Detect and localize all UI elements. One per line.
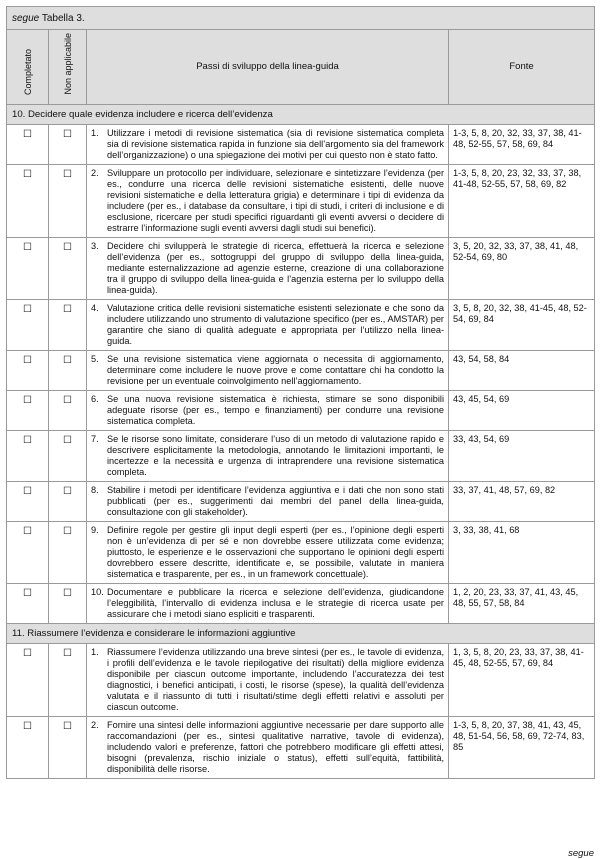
step-number: 1. (91, 646, 99, 657)
section-header-row (7, 104, 595, 124)
sources-cell: 33, 43, 54, 69 (449, 430, 595, 481)
not-applicable-checkbox[interactable]: ☐ (49, 643, 87, 716)
table-header-row (7, 30, 595, 105)
step-cell (87, 350, 449, 390)
sources-cell: 1-3, 5, 8, 20, 37, 38, 41, 43, 45, 48, 51-54, 56, 58, 69, 72-74, 83, 85 (449, 716, 595, 778)
step-number: 10. (91, 586, 104, 597)
sources-cell: 3, 5, 20, 32, 33, 37, 38, 41, 48, 52-54, 69, 80 (449, 237, 595, 299)
not-applicable-checkbox[interactable]: ☐ (49, 390, 87, 430)
step-number: 6. (91, 393, 99, 404)
not-applicable-checkbox[interactable]: ☐ (49, 521, 87, 583)
section-title: 11. Riassumere l’evidenza e considerare le informazioni aggiuntive (7, 623, 595, 643)
table-row (7, 237, 595, 299)
table-row (7, 716, 595, 778)
caption-title: Tabella 3. (41, 13, 85, 24)
step-cell (87, 299, 449, 350)
completed-checkbox[interactable]: ☐ (7, 430, 49, 481)
document-page (6, 6, 594, 859)
guideline-checklist-table (6, 6, 595, 779)
step-text: Fornire una sintesi delle informazioni aggiuntive necessarie per dare supporto alle raccomandazioni (per es., sintesi qualitative narrative, tavole di evidenza), includendo valori e preferenze, fattori che potrebbero modificare gli effetti attesi, bisogni (prevalenza, rischio iniziale o status), effetti sull’equità, fattibilità, disponibilità delle risorse. (107, 719, 444, 774)
completed-checkbox[interactable]: ☐ (7, 350, 49, 390)
step-text: Stabilire i metodi per identificare l’evidenza aggiuntiva e i dati che non sono stati pubblicati (per es., suggerimenti dai membri del panel della linea-guida, consultazione con gli stakeholder). (107, 484, 444, 517)
sources-cell: 43, 45, 54, 69 (449, 390, 595, 430)
sources-cell: 43, 54, 58, 84 (449, 350, 595, 390)
step-cell (87, 481, 449, 521)
completed-checkbox[interactable]: ☐ (7, 299, 49, 350)
step-number: 2. (91, 167, 99, 178)
step-number: 9. (91, 524, 99, 535)
sources-cell: 1-3, 5, 8, 20, 23, 32, 33, 37, 38, 41-48, 52-55, 57, 58, 69, 82 (449, 164, 595, 237)
step-cell (87, 237, 449, 299)
not-applicable-checkbox[interactable]: ☐ (49, 164, 87, 237)
continuation-footer: segue (568, 848, 594, 859)
completed-checkbox[interactable]: ☐ (7, 643, 49, 716)
step-number: 5. (91, 353, 99, 364)
step-text: Decidere chi svilupperà le strategie di ricerca, effettuerà la ricerca e selezione dell’evidenza (per es., sottogruppi del gruppo di sviluppo della linea-guida, mediante esternalizzazione ad agenzie esterne, creazione di una collaborazione tra il gruppo di sviluppo della linea-guida e l’agenzia esterna per lo sviluppo della linea-guida). (107, 240, 444, 295)
step-number: 3. (91, 240, 99, 251)
step-text: Sviluppare un protocollo per individuare, selezionare e sintetizzare l’evidenza (per es., condurre una ricerca delle revisioni sistematiche esistenti, delle nuove revisioni sistematiche e della letteratura grigia) e determinare i tipi di evidenza da includere (per es., i database da consultare, i tipi di studi, i criteri di inclusione e di esclusione, ricercare per studi specifici riguardanti gli eventi avversi o decidere di estrarre l’informazione sugli eventi avversi dagli studi sui benefici). (107, 167, 444, 233)
step-cell (87, 643, 449, 716)
sources-cell: 3, 5, 8, 20, 32, 38, 41-45, 48, 52-54, 69, 84 (449, 299, 595, 350)
step-cell (87, 521, 449, 583)
section-header-row (7, 623, 595, 643)
step-text: Definire regole per gestire gli input degli esperti (per es., l’opinione degli esperti non è un’evidenza di per sé e non dovrebbe essere utilizzata come evidenza; piuttosto, le esperienze e le osservazioni che supportano le opinioni degli esperti dovrebbero essere descritte, identificate e, se possibile, valutate in maniera sistematica e trasparente, per es., in un framework concettuale). (107, 524, 444, 579)
completed-checkbox[interactable]: ☐ (7, 481, 49, 521)
step-number: 7. (91, 433, 99, 444)
table-row (7, 481, 595, 521)
step-number: 2. (91, 719, 99, 730)
not-applicable-checkbox[interactable]: ☐ (49, 237, 87, 299)
table-row (7, 390, 595, 430)
step-cell (87, 430, 449, 481)
step-cell (87, 124, 449, 164)
step-cell (87, 583, 449, 623)
table-row (7, 583, 595, 623)
table-row (7, 430, 595, 481)
not-applicable-checkbox[interactable]: ☐ (49, 481, 87, 521)
step-text: Riassumere l’evidenza utilizzando una breve sintesi (per es., le tavole di evidenza, i profili dell’evidenza e le tavole riepilogative dei risultati) della migliore evidenza disponibile per ciascun outcome importante, includendo l’accuratezza dei test diagnostici, i benefici anticipati, i costi, le risorse (spese), la qualità dell’evidenza valutata e il riassunto di tutti i risultati/stime degli effetti relativi e assoluti per ciascun outcome. (107, 646, 444, 712)
section-title: 10. Decidere quale evidenza includere e ricerca dell’evidenza (7, 104, 595, 124)
table-row (7, 643, 595, 716)
completed-checkbox[interactable]: ☐ (7, 164, 49, 237)
completed-checkbox[interactable]: ☐ (7, 237, 49, 299)
step-cell (87, 716, 449, 778)
sources-cell: 33, 37, 41, 48, 57, 69, 82 (449, 481, 595, 521)
step-text: Se una revisione sistematica viene aggiornata o necessita di aggiornamento, determinare come includere le nuove prove e come contattare chi ha condotto la revisione per un eventuale coinvolgimento nell’aggiornamento. (107, 353, 444, 386)
table-row (7, 124, 595, 164)
not-applicable-checkbox[interactable]: ☐ (49, 430, 87, 481)
not-applicable-checkbox[interactable]: ☐ (49, 583, 87, 623)
table-caption-row (7, 7, 595, 30)
step-cell (87, 390, 449, 430)
header-not-applicable: Non applicabile (49, 30, 87, 105)
caption-prefix: segue (12, 13, 40, 24)
step-text: Valutazione critica delle revisioni sistematiche esistenti selezionate e che sono da includere utilizzando uno strumento di valutazione specifico (per es., AMSTAR) per garantire che siano di qualità adeguate e appropriata per l’utilizzo nella linea-guida. (107, 302, 444, 346)
header-steps: Passi di sviluppo della linea-guida (87, 30, 449, 105)
completed-checkbox[interactable]: ☐ (7, 124, 49, 164)
completed-checkbox[interactable]: ☐ (7, 716, 49, 778)
header-completed: Completato (7, 30, 49, 105)
not-applicable-checkbox[interactable]: ☐ (49, 350, 87, 390)
completed-checkbox[interactable]: ☐ (7, 521, 49, 583)
step-cell (87, 164, 449, 237)
completed-checkbox[interactable]: ☐ (7, 390, 49, 430)
step-text: Documentare e pubblicare la ricerca e selezione dell’evidenza, giudicandone l’eleggibilità, l’intervallo di evidenza inclusa e le strategie di ricerca usate per assicurare che i metodi siano espliciti e trasparenti. (107, 586, 444, 619)
completed-checkbox[interactable]: ☐ (7, 583, 49, 623)
sources-cell: 3, 33, 38, 41, 68 (449, 521, 595, 583)
step-number: 8. (91, 484, 99, 495)
step-number: 4. (91, 302, 99, 313)
not-applicable-checkbox[interactable]: ☐ (49, 299, 87, 350)
step-text: Se le risorse sono limitate, considerare l’uso di un metodo di valutazione rapido e descrivere esplicitamente la metodologia, annotando le limitazioni importanti, le incertezze e la necessità e urgenza di intraprendere una revisione sistematica completa. (107, 433, 444, 477)
table-row (7, 299, 595, 350)
step-text: Utilizzare i metodi di revisione sistematica (sia di revisione sistematica completa sia di revisione sistematica rapida in funzione sia dell’argomento sia del framework dell’organizzazione) o una spiegazione dei motivi per cui questo non è stato fatto. (107, 127, 444, 160)
step-text: Se una nuova revisione sistematica è richiesta, stimare se sono disponibili adeguate risorse (per es., tempo e finanziamenti) per condurre una revisione sistematica completa. (107, 393, 444, 426)
table-row (7, 350, 595, 390)
table-row (7, 164, 595, 237)
not-applicable-checkbox[interactable]: ☐ (49, 124, 87, 164)
sources-cell: 1, 3, 5, 8, 20, 23, 33, 37, 38, 41-45, 48, 52-55, 57, 69, 84 (449, 643, 595, 716)
step-number: 1. (91, 127, 99, 138)
table-caption (7, 7, 595, 30)
sources-cell: 1, 2, 20, 23, 33, 37, 41, 43, 45, 48, 55, 57, 58, 84 (449, 583, 595, 623)
not-applicable-checkbox[interactable]: ☐ (49, 716, 87, 778)
header-sources: Fonte (449, 30, 595, 105)
sources-cell: 1-3, 5, 8, 20, 32, 33, 37, 38, 41-48, 52-55, 57, 58, 69, 84 (449, 124, 595, 164)
table-row (7, 521, 595, 583)
